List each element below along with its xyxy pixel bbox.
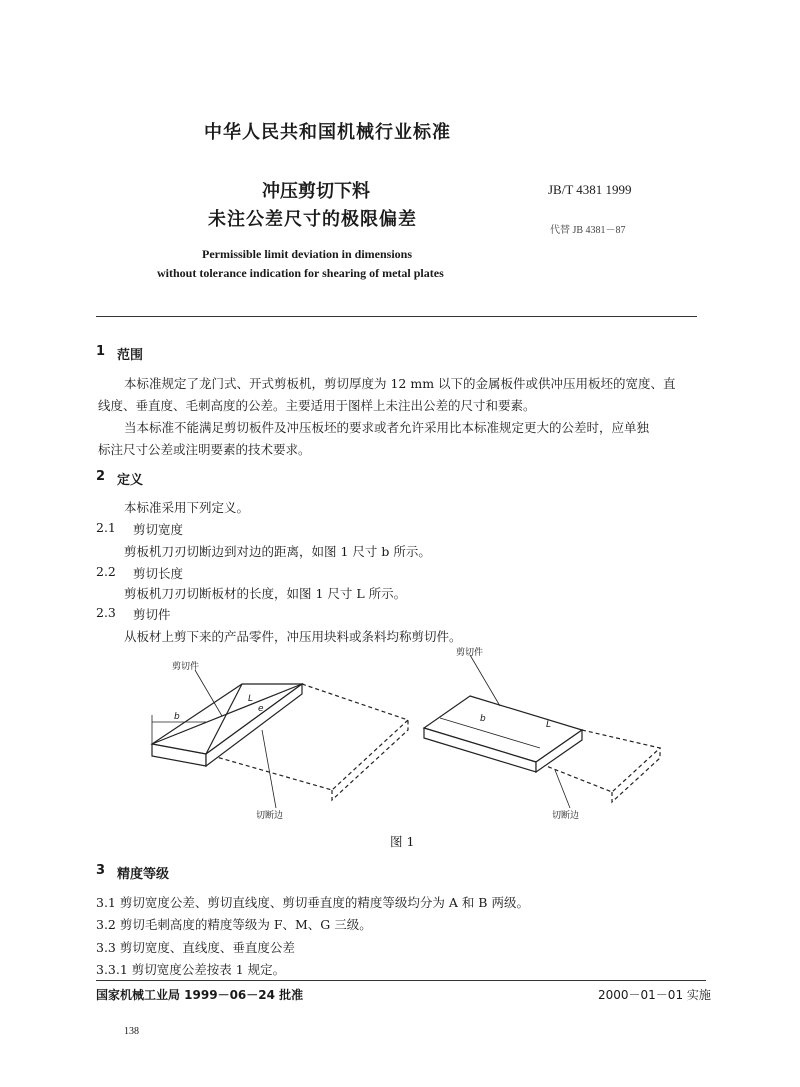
right-dim-L-label: L	[546, 720, 552, 730]
right-cut-part	[424, 696, 582, 772]
effective-date: 2000－01－01 实施	[598, 988, 711, 1002]
section-2-2-title: 剪切长度	[133, 566, 184, 581]
standard-org-title: 中华人民共和国机械行业标准	[204, 122, 451, 143]
right-edge-label: 切断边	[552, 811, 580, 821]
section-1-para-1b: 线度、垂直度、毛刺高度的公差。主要适用于图样上未注出公差的尺寸和要素。	[98, 398, 536, 413]
right-part-label: 剪切件	[456, 648, 484, 658]
section-2-3-title: 剪切件	[133, 607, 171, 622]
section-1-para-1a: 本标准规定了龙门式、开式剪板机，剪切厚度为 12 mm 以下的金属板件或供冲压用板坯的宽度、直	[124, 376, 676, 391]
section-2-intro: 本标准采用下列定义。	[124, 500, 250, 515]
section-2-1-number: 2.1	[96, 520, 116, 535]
section-3-number: 3	[96, 863, 106, 878]
section-3-2: 3.2 剪切毛刺高度的精度等级为 F、M、G 三级。	[96, 917, 372, 932]
left-dim-e-label: e	[258, 704, 264, 714]
left-part-label: 剪切件	[172, 662, 200, 672]
section-2-1-title: 剪切宽度	[133, 522, 184, 537]
title-line-2: 未注公差尺寸的极限偏差	[208, 209, 417, 230]
title-line-1: 冲压剪切下料	[262, 181, 370, 202]
replaces-note: 代替 JB 4381－87	[550, 225, 626, 236]
right-edge-leader	[555, 770, 570, 808]
section-3-3-1: 3.3.1 剪切宽度公差按表 1 规定。	[96, 962, 286, 977]
section-2-2-text: 剪板机刀刃切断板材的长度，如图 1 尺寸 L 所示。	[124, 586, 407, 601]
section-2-number: 2	[96, 469, 106, 484]
section-3-1: 3.1 剪切宽度公差、剪切直线度、剪切垂直度的精度等级均分为 A 和 B 两级。	[96, 895, 529, 910]
left-cut-part	[152, 684, 302, 766]
section-1-para-2b: 标注尺寸公差或注明要素的技术要求。	[98, 442, 311, 457]
section-3-3: 3.3 剪切宽度、直线度、垂直度公差	[96, 940, 295, 955]
issued-date: 国家机械工业局 1999－06－24 批准	[96, 988, 304, 1002]
english-title-line-1: Permissible limit deviation in dimensions	[202, 247, 413, 261]
left-dim-b-label: b	[174, 712, 180, 722]
page-number: 138	[124, 1026, 139, 1037]
section-2-2-number: 2.2	[96, 564, 116, 579]
figure-caption: 图 1	[390, 834, 415, 849]
left-dim-L-label: L	[248, 694, 254, 704]
left-edge-label: 切断边	[256, 811, 284, 821]
english-title-line-2: without tolerance indication for shearing of metal plates	[157, 266, 444, 280]
left-edge-leader	[262, 730, 276, 808]
section-2-3-number: 2.3	[96, 605, 116, 620]
section-1-para-2a: 当本标准不能满足剪切板件及冲压板坯的要求或者允许采用比本标准规定更大的公差时，应单独	[124, 420, 650, 435]
section-3-title: 精度等级	[117, 867, 170, 882]
section-2-title: 定义	[117, 473, 144, 488]
footer-divider	[96, 980, 706, 981]
standard-code: JB/T 4381 1999	[548, 182, 632, 197]
section-1-number: 1	[96, 344, 106, 359]
section-2-3-text: 从板材上剪下来的产品零件，冲压用块料或条料均称剪切件。	[124, 629, 462, 644]
section-2-1-text: 剪板机刀刃切断边到对边的距离，如图 1 尺寸 b 所示。	[124, 544, 431, 559]
right-dim-b-label: b	[480, 714, 486, 724]
section-1-title: 范围	[117, 348, 144, 363]
